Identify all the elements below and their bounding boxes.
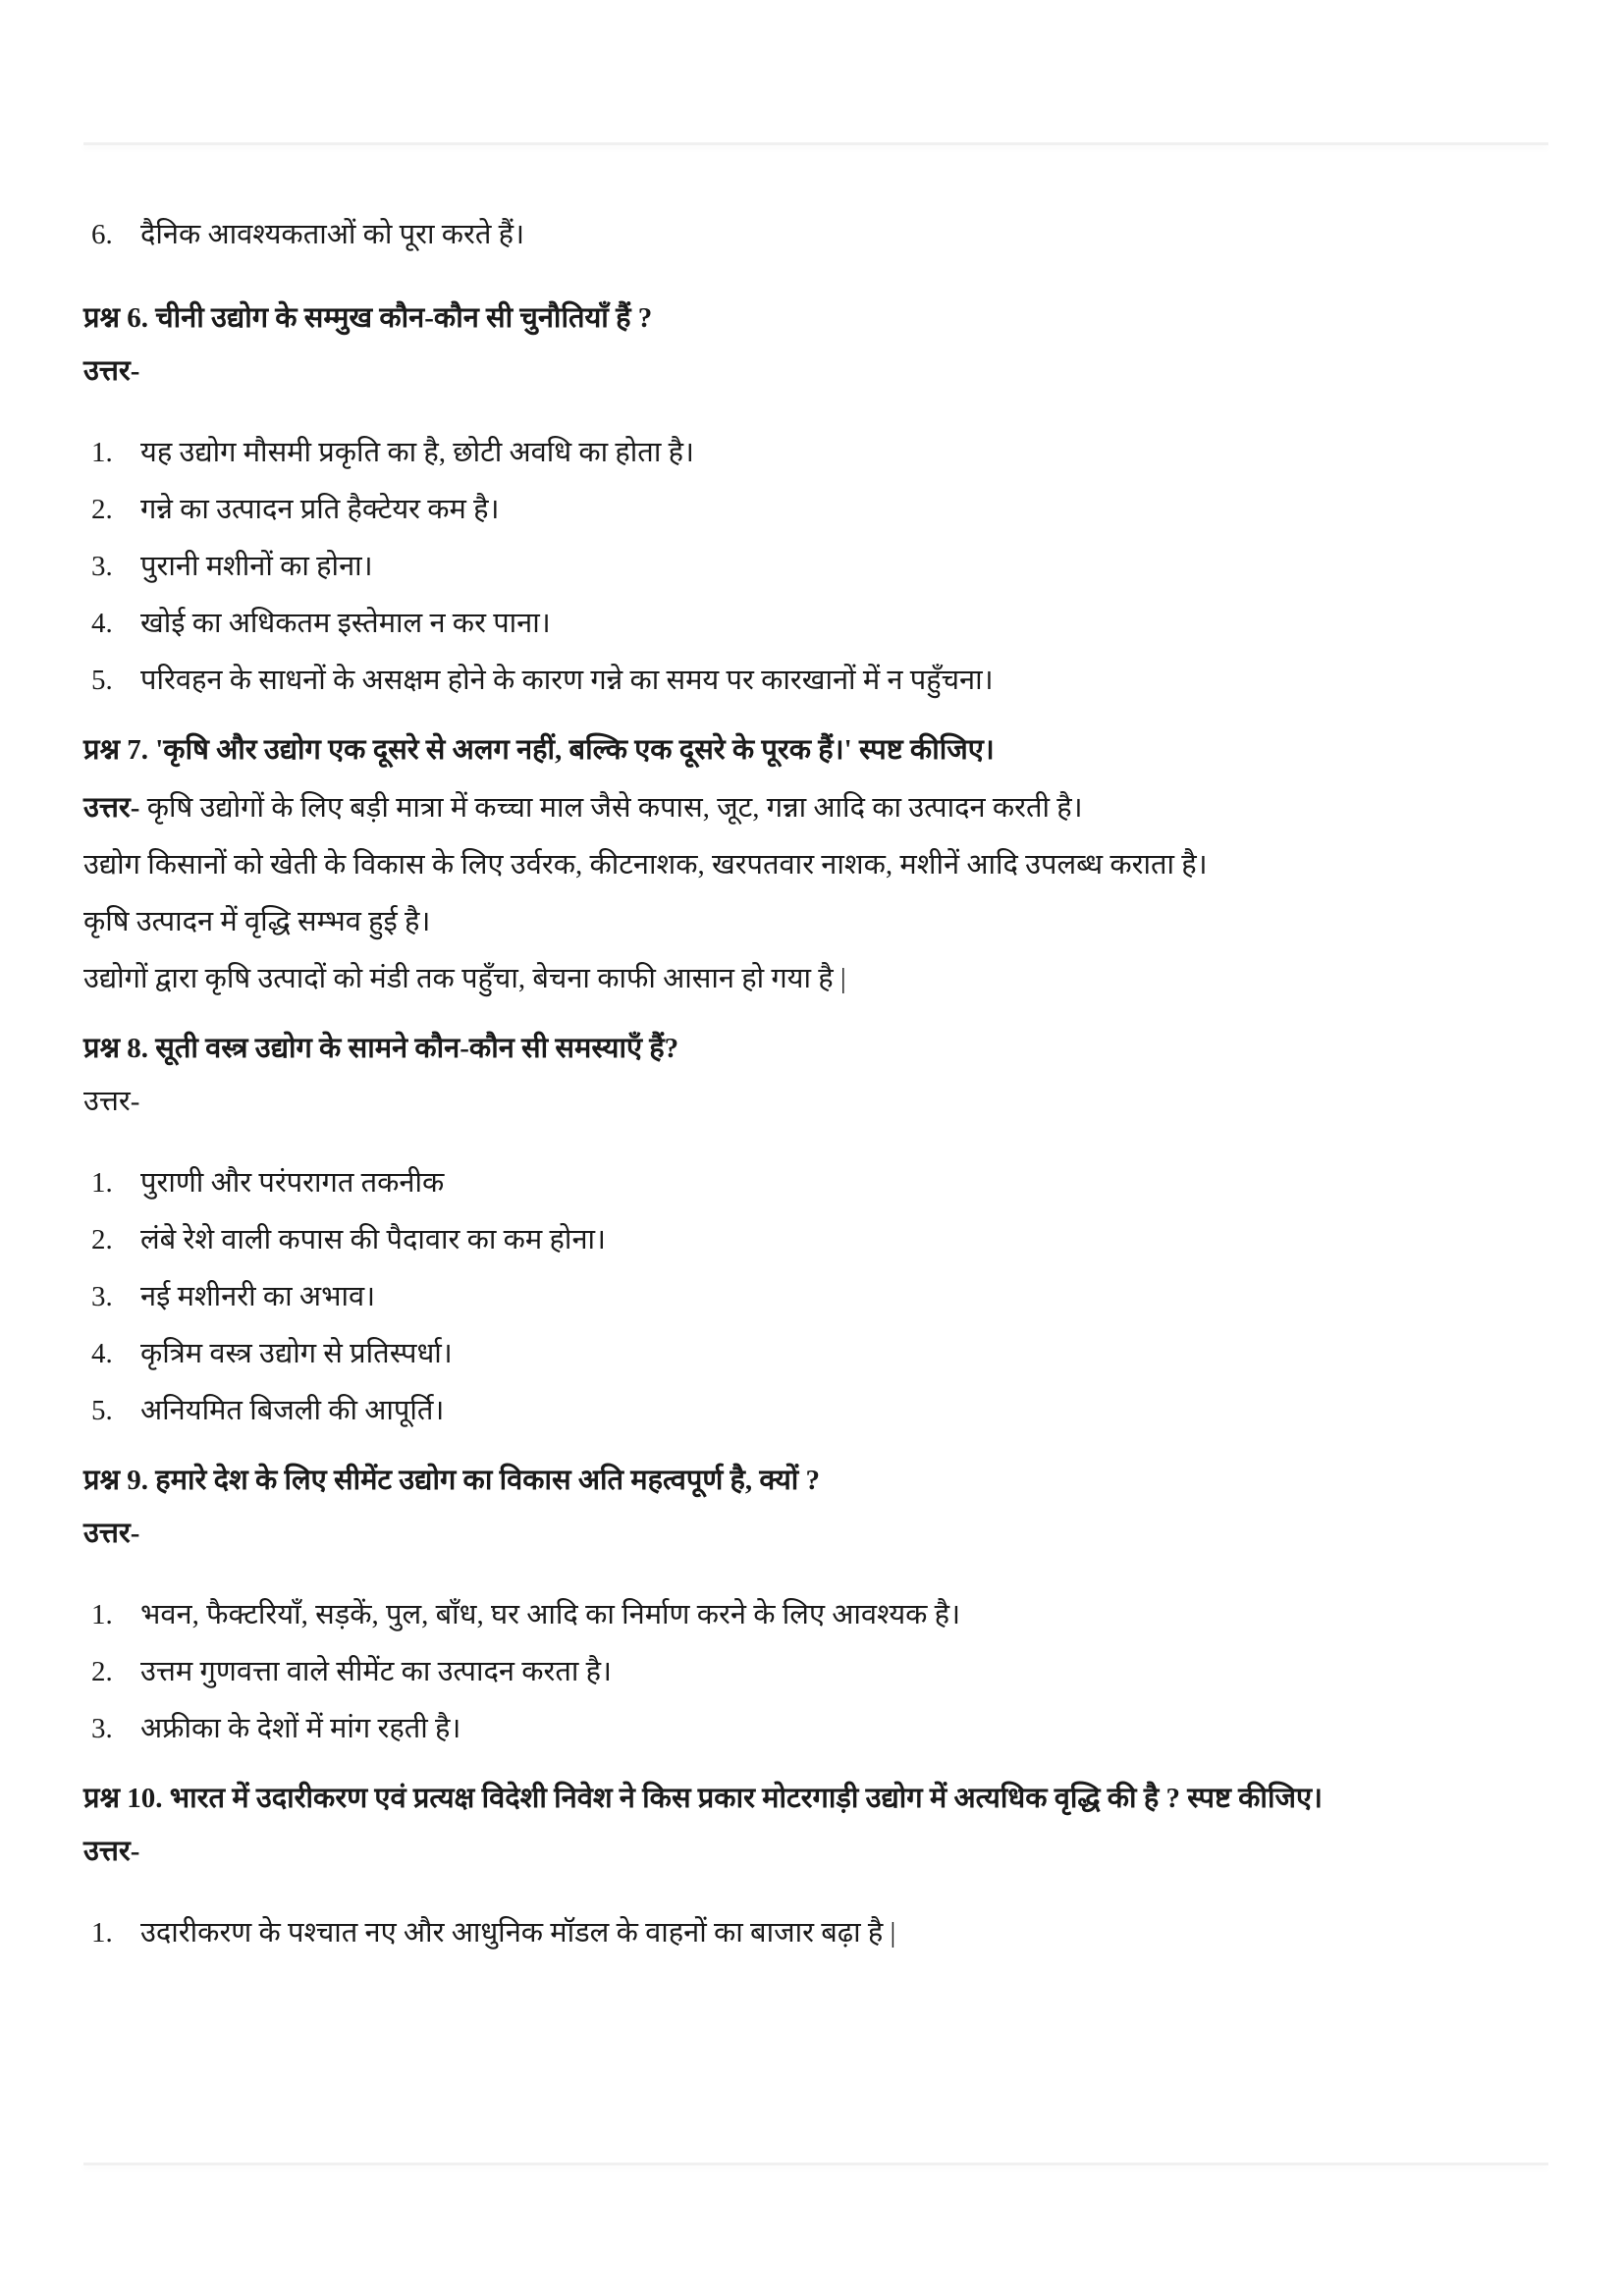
question-10: प्रश्न 10. भारत में उदारीकरण एवं प्रत्यक्ष विदेशी निवेश ने किस प्रकार मोटरगाड़ी उद्योग में अत्यधिक वृद्धि की है ? स्पष्ट कीजिए। (83, 1783, 1323, 1814)
list-item: 2. लंबे रेशे वाली कपास की पैदावार का कम होना। (91, 1224, 607, 1255)
list-item: 3. अफ्रीका के देशों में मांग रहती है। (91, 1713, 461, 1744)
list-item: 3. नई मशीनरी का अभाव। (91, 1281, 376, 1312)
answer-list-q9 (83, 1586, 1556, 1757)
list-item: 4. खोई का अधिकतम इस्तेमाल न कर पाना। (91, 608, 551, 639)
answer-label: उत्तर- (83, 1518, 140, 1549)
answer-paragraph: उत्तर- कृषि उद्योगों के लिए बड़ी मात्रा में कच्चा माल जैसे कपास, जूट, गन्ना आदि का उत्पादन करती है। (83, 792, 1083, 824)
list-item: 5. परिवहन के साधनों के असक्षम होने के कारण गन्ने का समय पर कारखानों में न पहुँचना। (91, 665, 994, 696)
answer-list-q6 (83, 424, 1556, 709)
answer-list-q8 (83, 1154, 1556, 1439)
list-item: 4. कृत्रिम वस्त्र उद्योग से प्रतिस्पर्धा। (91, 1338, 453, 1369)
answer-label: उत्तर- (83, 1086, 140, 1117)
answer-line: कृषि उत्पादन में वृद्धि सम्भव हुई है। (83, 906, 431, 937)
list-item: 3. पुरानी मशीनों का होना। (91, 551, 373, 582)
question-6: प्रश्न 6. चीनी उद्योग के सम्मुख कौन-कौन सी चुनौतियाँ हैं ? (83, 302, 653, 334)
answer-list-q10 (83, 1904, 1556, 1961)
answer-label: उत्तर- (83, 1836, 140, 1867)
list-item: 1. यह उद्योग मौसमी प्रकृति का है, छोटी अवधि का होता है। (91, 437, 694, 468)
question-7: प्रश्न 7. 'कृषि और उद्योग एक दूसरे से अलग नहीं, बल्कि एक दूसरे के पूरक हैं।' स्पष्ट कीजिए। (83, 734, 995, 766)
list-item: 6. दैनिक आवश्यकताओं को पूरा करते हैं। (91, 219, 525, 250)
answer-label: उत्तर- (83, 792, 140, 824)
answer-label: उत्तर- (83, 355, 140, 387)
document-content (83, 206, 1556, 1961)
list-item: 2. उत्तम गुणवत्ता वाले सीमेंट का उत्पादन करता है। (91, 1656, 613, 1687)
bottom-divider (83, 2163, 1548, 2165)
answer-line: उद्योगों द्वारा कृषि उत्पादों को मंडी तक पहुँचा, बेचना काफी आसान हो गया है | (83, 963, 846, 994)
question-9: प्रश्न 9. हमारे देश के लिए सीमेंट उद्योग का विकास अति महत्वपूर्ण है, क्यों ? (83, 1465, 821, 1496)
top-divider (83, 142, 1548, 145)
list-item: 1. पुराणी और परंपरागत तकनीक (91, 1167, 445, 1199)
list-item: 2. गन्ने का उत्पादन प्रति हैक्टेयर कम है। (91, 494, 500, 525)
continued-list (83, 206, 1556, 263)
list-item: 1. उदारीकरण के पश्चात नए और आधुनिक मॉडल के वाहनों का बाजार बढ़ा है | (91, 1917, 896, 1949)
answer-line: उद्योग किसानों को खेती के विकास के लिए उर्वरक, कीटनाशक, खरपतवार नाशक, मशीनें आदि उपलब्ध कराता है। (83, 849, 1208, 881)
list-item: 1. भवन, फैक्टरियाँ, सड़कें, पुल, बाँध, घर आदि का निर्माण करने के लिए आवश्यक है। (91, 1599, 961, 1630)
question-8: प्रश्न 8. सूती वस्त्र उद्योग के सामने कौन-कौन सी समस्याएँ हैं? (83, 1033, 679, 1064)
list-item: 5. अनियमित बिजली की आपूर्ति। (91, 1395, 445, 1426)
